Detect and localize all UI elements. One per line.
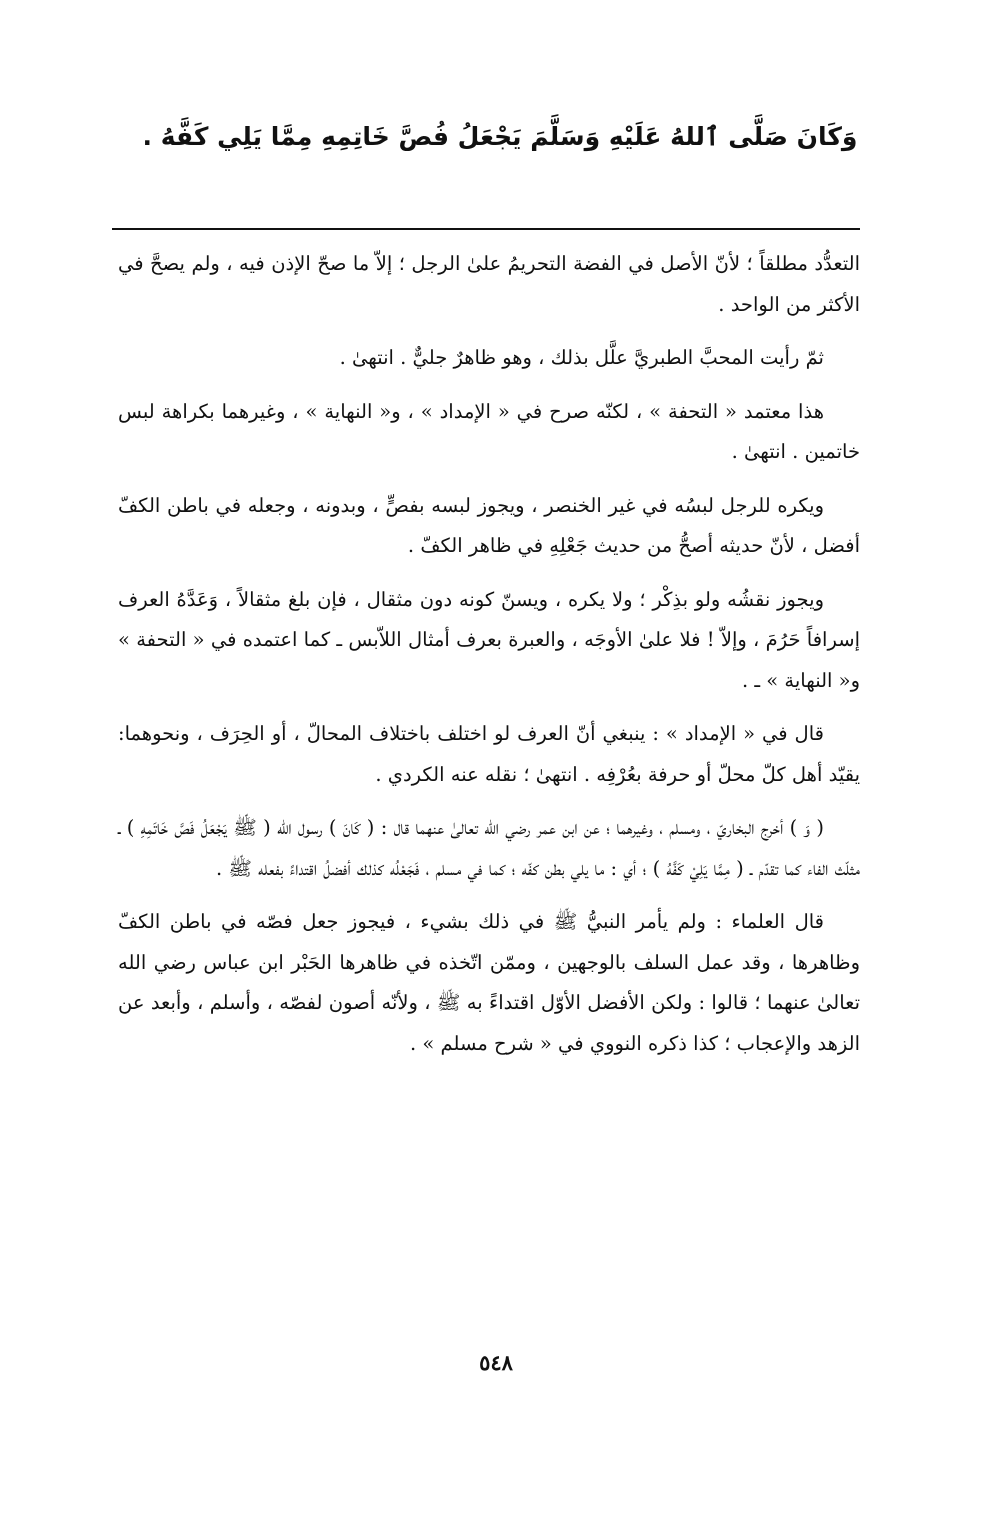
page-number: ٥٤٨ xyxy=(479,1350,513,1375)
commentary-body xyxy=(118,244,860,1064)
paragraph: ثمّ رأيت المحبَّ الطبريَّ علَّل بذلك ، وهو ظاهرٌ جليٌّ . انتهىٰ . xyxy=(339,346,824,369)
paragraph: التعدُّد مطلقاً ؛ لأنّ الأصل في الفضة التحريمُ علىٰ الرجل ؛ إلاّ ما صحّ الإذن فيه ، ولم يصحَّ في الأكثر من الواحد . xyxy=(118,252,860,316)
paragraph: ويجوز نقشُه ولو بذِكْر ؛ ولا يكره ، ويسنّ كونه دون مثقال ، فإن بلغ مثقالاً ، وَعَدَّهُ العرف إسرافاً حَرُمَ ، وإلاّ ! فلا علىٰ الأوجَه ، والعبرة بعرف أمثال اللاّبس ـ كما اعتمده في « التحفة » و« النهاية » ـ . xyxy=(118,587,860,692)
paragraph: هذا معتمد « التحفة » ، لكنّه صرح في « الإمداد » ، و« النهاية » ، وغيرهما بكراهة لبس خاتمين . انتهىٰ . xyxy=(118,399,860,463)
paragraph: ( وَ ) أخرج البخاريّ ، ومسلم ، وغيرهما ؛ عن ابن عمر رضي الله تعالىٰ عنهما قال : ( كَانَ ) رسول الله ( ﷺ يَجْعَلُ فَصَّ خَاتَمِهِ ) ـ مثلّث الفاء كما تقدّم ـ ( مِمَّا يَلِيْ كَفَّهُ ) ؛ أي : ما يلي بطن كفّه ؛ كما في مسلم ، فَجَعْلُه كذلك أفضلُ اقتداءً بفعله ﷺ . xyxy=(118,816,860,880)
paragraph: قال العلماء : ولم يأمر النبيُّ ﷺ في ذلك بشيء ، فيجوز جعل فصّه في باطن الكفّ وظاهرها ، وقد عمل السلف بالوجهين ، وممّن اتّخذه في ظاهرها الحَبْر ابن عباس رضي الله تعالىٰ عنهما ؛ قالوا : ولكن الأفضل الأوّل اقتداءً به ﷺ ، ولأنّه أصون لفصّه ، وأسلم ، وأبعد عن الزهد والإعجاب ؛ كذا ذكره النووي في « شرح مسلم » . xyxy=(118,910,860,1055)
paragraph: قال في « الإمداد » : ينبغي أنّ العرف لو اختلف باختلاف المحالّ ، أو الحِرَف ، ونحوهما: يقيّد أهل كلّ محلّ أو حرفة بعُرْفِه . انتهىٰ ؛ نقله عنه الكردي . xyxy=(118,722,860,786)
separator-rule xyxy=(112,228,860,230)
hadith-heading: وَكَانَ صَلَّى ٱللهُ عَلَيْهِ وَسَلَّمَ يَجْعَلُ فُصَّ خَاتِمِهِ مِمَّا يَلِي كَفَّهُ . xyxy=(142,122,858,151)
paragraph: ويكره للرجل لبسُه في غير الخنصر ، ويجوز لبسه بفصٍّ ، وبدونه ، وجعله في باطن الكفّ أفضل ، لأنّ حديثه أصحُّ من حديث جَعْلِهِ في ظاهر الكفّ . xyxy=(118,493,860,557)
